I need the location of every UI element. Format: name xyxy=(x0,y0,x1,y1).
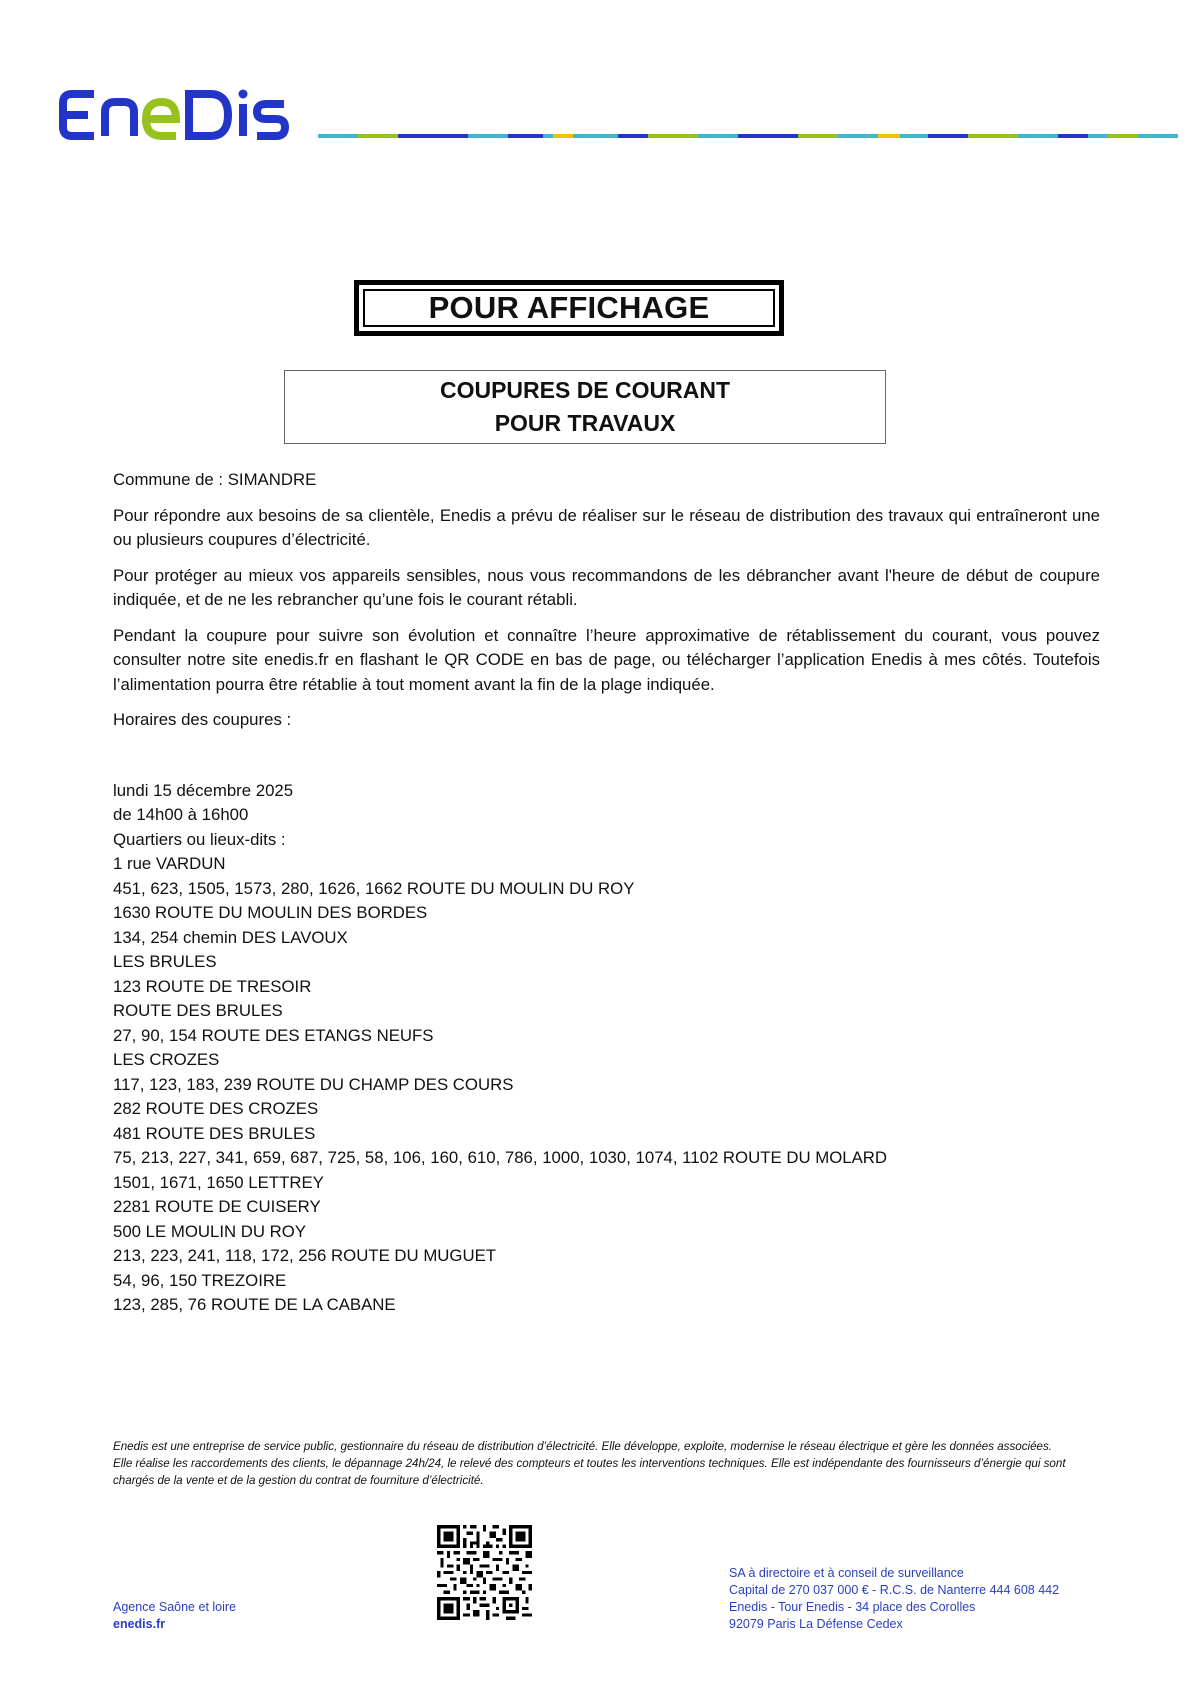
list-item: 123, 285, 76 ROUTE DE LA CABANE xyxy=(113,1295,396,1314)
list-item: LES BRULES xyxy=(113,952,217,971)
company-line-3: Enedis - Tour Enedis - 34 place des Corolles xyxy=(729,1600,976,1614)
company-line-2: Capital de 270 037 000 € - R.C.S. de Nanterre 444 608 442 xyxy=(729,1583,1060,1597)
subtitle-line-2: POUR TRAVAUX xyxy=(494,410,676,436)
list-item: LES CROZES xyxy=(113,1050,220,1069)
subtitle-box xyxy=(284,370,886,444)
company-info xyxy=(729,1565,1059,1633)
paragraph-needs: Pour répondre aux besoins de sa clientèle, Enedis a prévu de réaliser sur le réseau de distribution des travaux qui entraîneront une ou plusieurs coupures d’électricité. xyxy=(113,505,1100,549)
list-item: 451, 623, 1505, 1573, 280, 1626, 1662 ROUTE DU MOULIN DU ROY xyxy=(113,878,635,898)
page-title: POUR AFFICHAGE xyxy=(363,289,775,327)
outage-date: lundi 15 décembre 2025 xyxy=(113,780,294,800)
website-link[interactable]: enedis.fr xyxy=(113,1617,166,1631)
list-item: ROUTE DES BRULES xyxy=(113,1001,283,1020)
list-item: 75, 213, 227, 341, 659, 687, 725, 58, 106, 160, 610, 786, 1000, 1030, 1074, 1102 ROUTE DU MOLARD xyxy=(113,1148,888,1167)
enedis-logo xyxy=(58,86,308,144)
quartiers-label: Quartiers ou lieux-dits : xyxy=(113,829,286,849)
horaires-label: Horaires des coupures : xyxy=(113,710,292,729)
list-item: 54, 96, 150 TREZOIRE xyxy=(113,1270,287,1290)
schedule xyxy=(113,779,1100,828)
commune: Commune de : SIMANDRE xyxy=(113,470,317,489)
list-item: 117, 123, 183, 239 ROUTE DU CHAMP DES COURS xyxy=(113,1074,514,1094)
quartiers-list xyxy=(113,852,1100,1318)
list-item: 213, 223, 241, 118, 172, 256 ROUTE DU MUGUET xyxy=(113,1246,497,1265)
list-item: 1501, 1671, 1650 LETTREY xyxy=(113,1172,324,1192)
list-item: 27, 90, 154 ROUTE DES ETANGS NEUFS xyxy=(113,1025,434,1045)
list-item: 500 LE MOULIN DU ROY xyxy=(113,1221,307,1241)
list-item: 1630 ROUTE DU MOULIN DES BORDES xyxy=(113,903,428,922)
list-item: 1 rue VARDUN xyxy=(113,854,226,873)
paragraph-follow: Pendant la coupure pour suivre son évolution et connaître l’heure approximative de rétablissement du courant, vous pouvez consulter notre site enedis.fr en flashant le QR CODE en bas de page, ou télécharger l’application Enedis à mes côtés. Toutefois l’alimentation pourra être rétablie à tout moment avant la fin de la plage indiquée. xyxy=(113,625,1100,694)
company-line-4: 92079 Paris La Défense Cedex xyxy=(729,1617,903,1631)
list-item: 282 ROUTE DES CROZES xyxy=(113,1099,319,1118)
legal-notice: Enedis est une entreprise de service public, gestionnaire du réseau de distribution d’électricité. Elle développe, exploite, modernise le réseau électrique et gère les données associées. Elle réalise les raccordements des clients, le dépannage 24h/24, le relevé des compteurs et toutes les interventions techniques. Elle est indépendante des fournisseurs d’énergie qui sont chargés de la vente et de la gestion du contrat de fourniture d’électricité. xyxy=(113,1440,1066,1487)
qr-code-icon[interactable] xyxy=(437,1525,532,1620)
agency-block xyxy=(113,1599,236,1633)
company-line-1: SA à directoire et à conseil de surveillance xyxy=(729,1566,964,1580)
outage-time: de 14h00 à 16h00 xyxy=(113,805,249,824)
title-box xyxy=(354,280,784,336)
agency-name: Agence Saône et loire xyxy=(113,1600,237,1614)
list-item: 481 ROUTE DES BRULES xyxy=(113,1123,316,1143)
brand-stripe xyxy=(318,134,1178,138)
paragraph-protect: Pour protéger au mieux vos appareils sensibles, nous vous recommandons de les débrancher avant l'heure de début de coupure indiquée, et de ne les rebrancher qu’une fois le courant rétabli. xyxy=(113,565,1100,609)
list-item: 2281 ROUTE DE CUISERY xyxy=(113,1197,321,1216)
subtitle-line-1: COUPURES DE COURANT xyxy=(439,377,731,403)
list-item: 134, 254 chemin DES LAVOUX xyxy=(113,927,348,947)
notice-body xyxy=(113,468,1100,1318)
list-item: 123 ROUTE DE TRESOIR xyxy=(113,976,312,996)
